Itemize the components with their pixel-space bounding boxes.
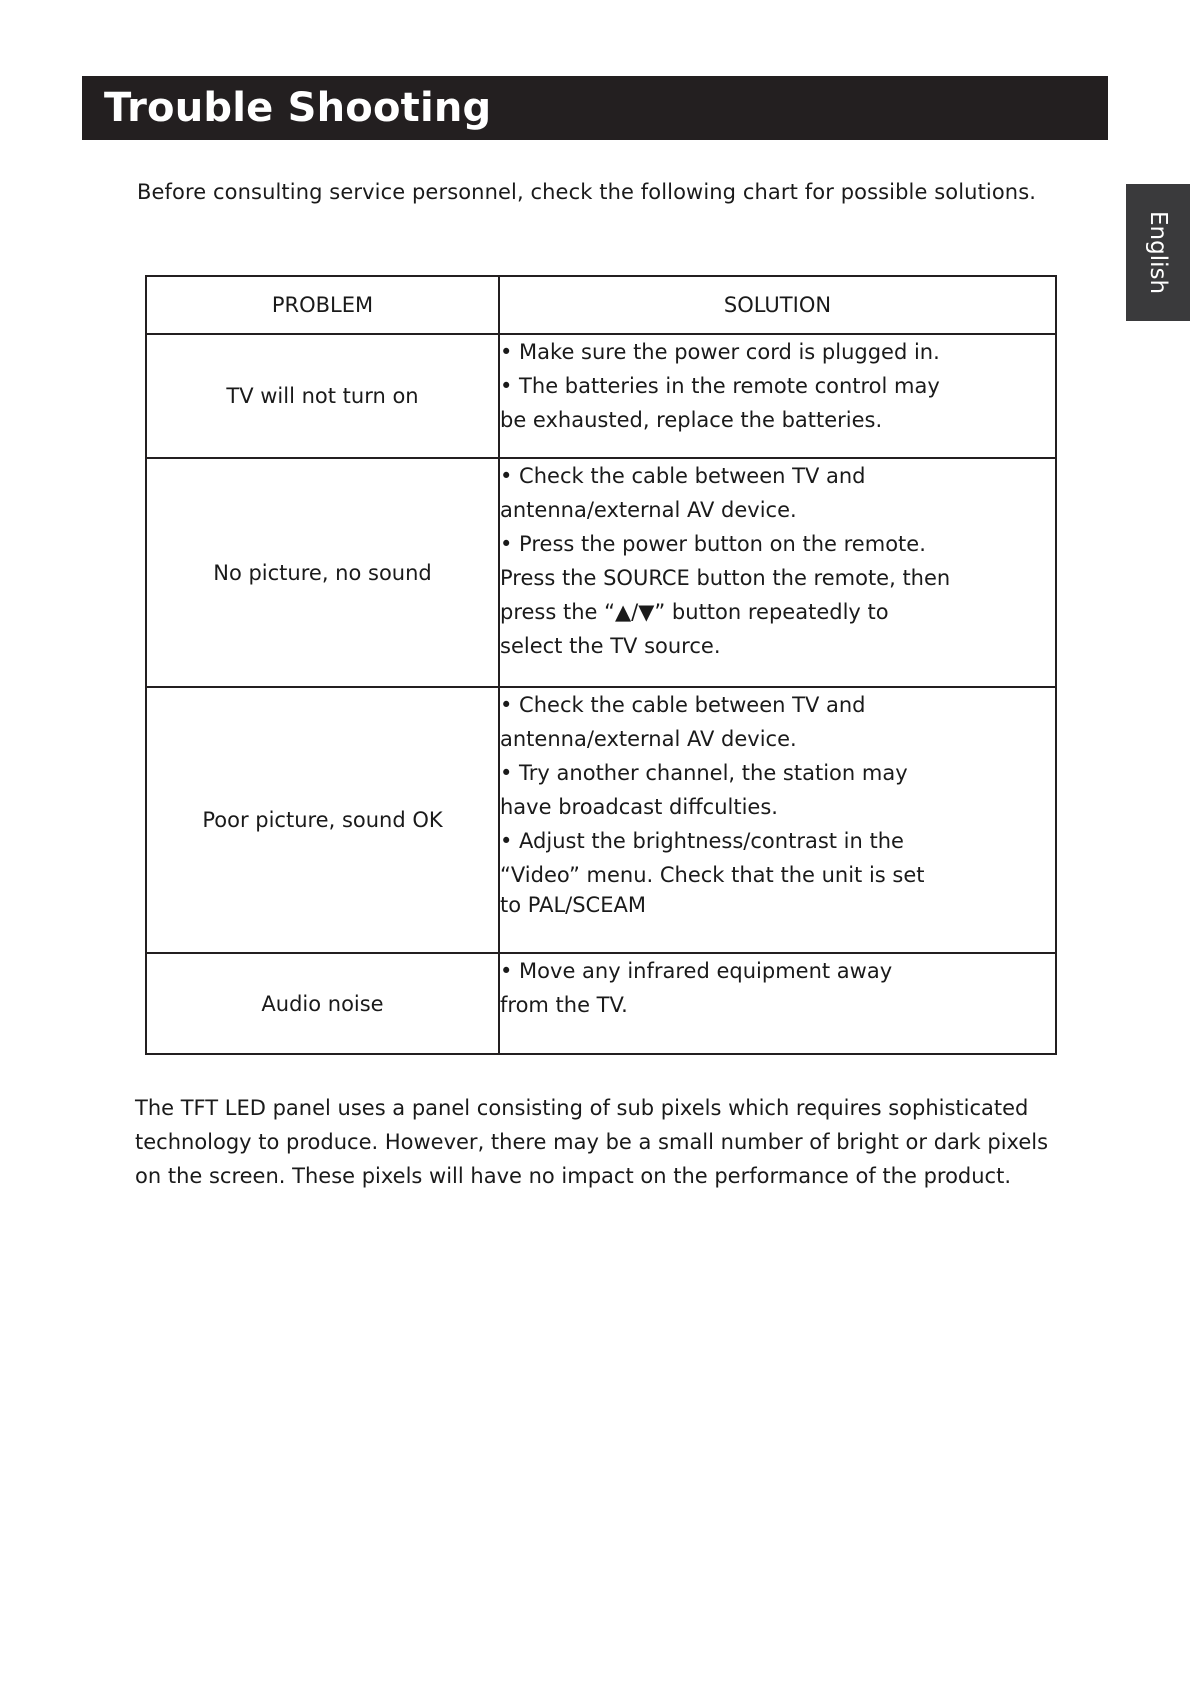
solution-line: • Make sure the power cord is plugged in. <box>500 340 940 364</box>
problem-cell: TV will not turn on <box>146 334 499 458</box>
table-row <box>146 334 1056 458</box>
solution-line: press the “▲/▼” button repeatedly to <box>500 600 889 624</box>
solution-line: antenna/external AV device. <box>500 727 797 751</box>
solution-line: • Check the cable between TV and <box>500 464 866 488</box>
solution-cell <box>499 953 1056 1054</box>
solution-line: Press the SOURCE button the remote, then <box>500 566 951 590</box>
page-title-bar <box>82 76 1108 140</box>
table-header-row <box>146 276 1056 334</box>
problem-cell: Audio noise <box>146 953 499 1054</box>
solution-line: “Video” menu. Check that the unit is set <box>500 863 925 887</box>
page-title: Trouble Shooting <box>104 85 492 131</box>
language-tab <box>1126 184 1190 321</box>
table-row <box>146 953 1056 1054</box>
header-solution: SOLUTION <box>499 276 1056 334</box>
table-row <box>146 687 1056 953</box>
intro-text: Before consulting service personnel, check the following chart for possible solutions. <box>137 180 1037 204</box>
solution-line: • Adjust the brightness/contrast in the <box>500 829 904 853</box>
solution-line: • Press the power button on the remote. <box>500 532 926 556</box>
solution-line: to PAL/SCEAM <box>500 893 646 917</box>
solution-cell <box>499 458 1056 687</box>
solution-line: • Move any infrared equipment away <box>500 959 893 983</box>
solution-line: from the TV. <box>500 993 628 1017</box>
table-row <box>146 458 1056 687</box>
troubleshooting-table <box>145 275 1057 1055</box>
solution-line: be exhausted, replace the batteries. <box>500 408 883 432</box>
solution-line: select the TV source. <box>500 634 721 658</box>
problem-cell: No picture, no sound <box>146 458 499 687</box>
solution-line: have broadcast diffculties. <box>500 795 778 819</box>
solution-line: antenna/external AV device. <box>500 498 797 522</box>
problem-cell: Poor picture, sound OK <box>146 687 499 953</box>
header-problem: PROBLEM <box>146 276 499 334</box>
language-tab-label: English <box>1145 210 1171 295</box>
panel-note: The TFT LED panel uses a panel consisting of sub pixels which requires sophisticated technology to produce. However, there may be a small number of bright or dark pixels on the screen. These pixels will have no impact on the performance of the product. <box>135 1096 1049 1188</box>
solution-line: • Try another channel, the station may <box>500 761 908 785</box>
solution-line: • Check the cable between TV and <box>500 693 866 717</box>
solution-line: • The batteries in the remote control may <box>500 374 940 398</box>
solution-cell <box>499 334 1056 458</box>
solution-cell <box>499 687 1056 953</box>
